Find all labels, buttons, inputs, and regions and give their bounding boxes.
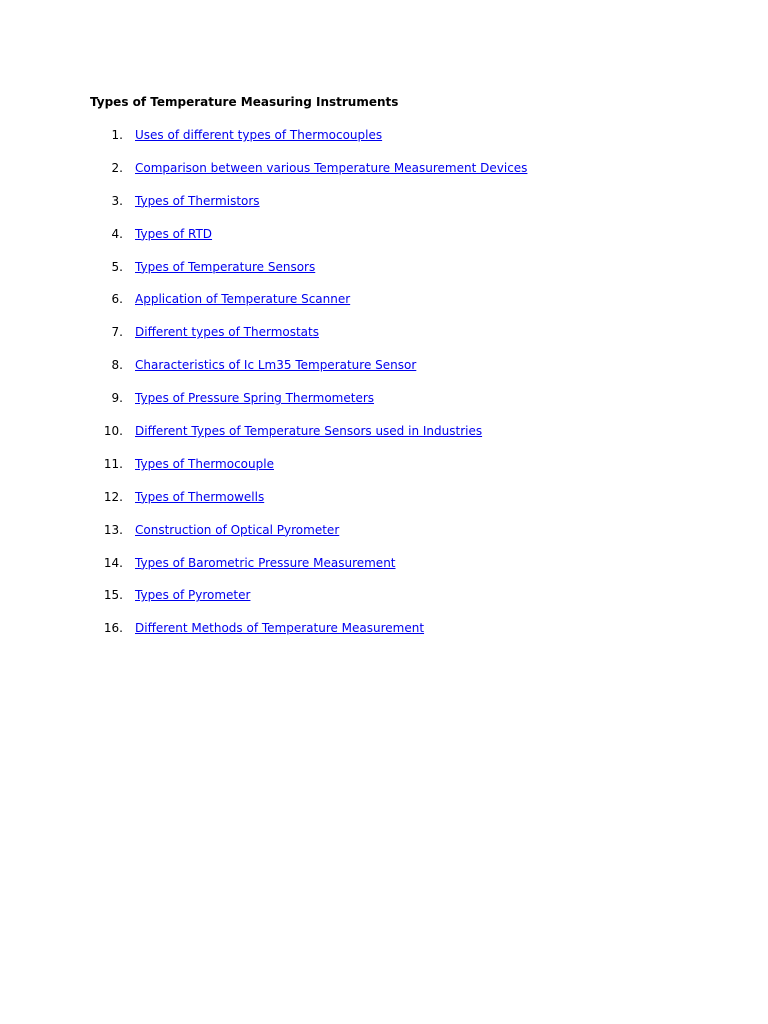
link-thermowell-types[interactable]: Types of Thermowells (135, 489, 265, 504)
link-thermistor-types[interactable]: Types of Thermistors (135, 193, 260, 208)
link-thermocouple-types[interactable]: Types of Thermocouple (135, 456, 274, 471)
document-title: Types of Temperature Measuring Instruments (90, 95, 399, 109)
link-pressure-spring-thermometers[interactable]: Types of Pressure Spring Thermometers (135, 391, 375, 406)
list-item (0, 522, 768, 555)
list-item-number: 13. (103, 522, 123, 537)
link-device-comparison[interactable]: Comparison between various Temperature Measurement Devices (135, 160, 528, 175)
list-item-number: 12. (103, 489, 123, 504)
list-item (0, 489, 768, 522)
list-item-number: 10. (103, 424, 123, 439)
list-item-number: 14. (103, 555, 123, 570)
link-lm35-characteristics[interactable]: Characteristics of Ic Lm35 Temperature Sensor (135, 358, 417, 373)
list-item-number: 9. (111, 391, 123, 406)
list-item-number: 3. (111, 193, 123, 208)
list-item-number: 11. (103, 456, 123, 471)
list-item (0, 226, 768, 259)
list-item (0, 193, 768, 226)
list-item (0, 555, 768, 588)
list-item (0, 587, 768, 620)
list-item (0, 357, 768, 390)
link-rtd-types[interactable]: Types of RTD (135, 226, 213, 241)
list-item-number: 15. (103, 588, 123, 603)
list-item-number: 8. (111, 358, 123, 373)
link-barometric-pressure[interactable]: Types of Barometric Pressure Measurement (135, 555, 396, 570)
list-item-number: 7. (111, 325, 123, 340)
list-item (0, 620, 768, 653)
list-item-number: 2. (111, 160, 123, 175)
list-item-number: 4. (111, 226, 123, 241)
link-list (0, 127, 768, 653)
list-item (0, 291, 768, 324)
link-thermocouple-uses[interactable]: Uses of different types of Thermocouples (135, 128, 383, 142)
list-item (0, 423, 768, 456)
link-pyrometer-types[interactable]: Types of Pyrometer (135, 588, 251, 603)
list-item (0, 324, 768, 357)
link-industrial-sensors[interactable]: Different Types of Temperature Sensors used in Industries (135, 424, 483, 439)
link-measurement-methods[interactable]: Different Methods of Temperature Measurement (135, 621, 425, 636)
list-item (0, 160, 768, 193)
list-item (0, 390, 768, 423)
list-item (0, 127, 768, 160)
link-optical-pyrometer[interactable]: Construction of Optical Pyrometer (135, 522, 340, 537)
list-item-number: 6. (111, 292, 123, 307)
link-temperature-scanner[interactable]: Application of Temperature Scanner (135, 292, 351, 307)
list-item-number: 1. (111, 128, 123, 142)
list-item (0, 456, 768, 489)
link-temperature-sensor-types[interactable]: Types of Temperature Sensors (135, 259, 316, 274)
list-item-number: 16. (103, 621, 123, 636)
list-item-number: 5. (111, 259, 123, 274)
list-item (0, 259, 768, 292)
link-thermostat-types[interactable]: Different types of Thermostats (135, 325, 319, 340)
